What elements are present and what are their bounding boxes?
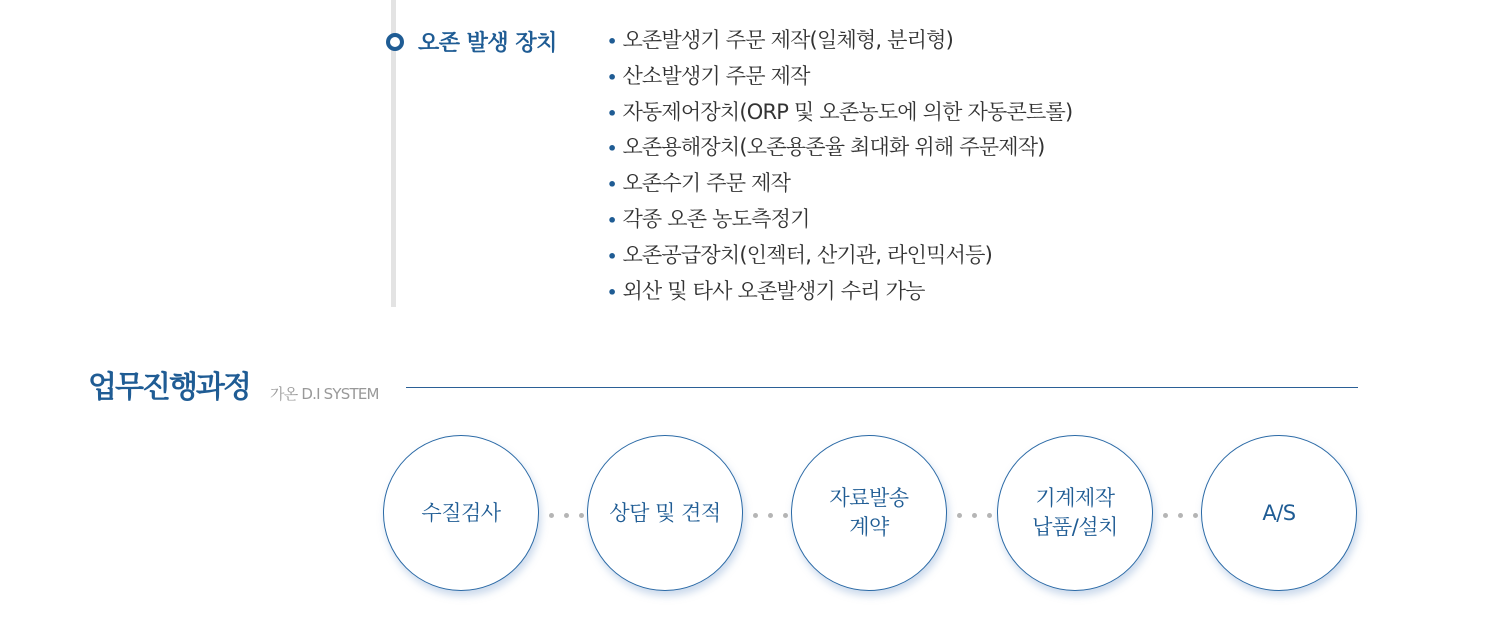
bullet-dot-icon: • (607, 210, 617, 230)
list-item (607, 166, 1072, 202)
process-step-water-test: 수질검사 (383, 435, 539, 591)
list-item (607, 202, 1072, 238)
feature-list (607, 23, 1072, 309)
bullet-dot-icon: • (607, 103, 617, 123)
list-item (607, 274, 1072, 310)
list-item-text: 산소발생기 주문 제작 (622, 63, 810, 88)
list-item-text: 각종 오존 농도측정기 (622, 206, 810, 231)
list-item-text: 오존용해장치(오존용존율 최대화 위해 주문제작) (622, 135, 1045, 160)
step-connector-dots (547, 513, 587, 518)
process-step-manufacturing: 기계제작 납품/설치 (997, 435, 1153, 591)
list-item-text: 오존발생기 주문 제작(일체형, 분리형) (622, 28, 954, 52)
list-item (607, 59, 1072, 95)
list-item-text: 외산 및 타사 오존발생기 수리 가능 (622, 278, 925, 303)
process-step-contract: 자료발송 계약 (791, 435, 947, 591)
list-item (607, 95, 1072, 131)
list-item-text: 자동제어장치(ORP 및 오존농도에 의한 자동콘트롤) (622, 99, 1073, 124)
process-divider (406, 387, 1358, 388)
step-connector-dots (955, 513, 995, 518)
list-item (607, 130, 1072, 166)
bullet-dot-icon: • (607, 67, 617, 87)
bullet-dot-icon: • (607, 139, 617, 159)
section-title: 오존 발생 장치 (418, 31, 557, 56)
step-connector-dots (1161, 513, 1201, 518)
bullet-dot-icon: • (607, 32, 617, 51)
list-item (607, 238, 1072, 274)
circle-bullet-icon (386, 33, 404, 51)
list-item-text: 오존수기 주문 제작 (622, 171, 791, 196)
process-title: 업무진행과정 (88, 370, 250, 405)
list-item-text: 오존공급장치(인젝터, 산기관, 라인믹서등) (622, 242, 992, 267)
bullet-dot-icon: • (607, 246, 617, 266)
step-connector-dots (751, 513, 791, 518)
process-subtitle: 가온 D.I SYSTEM (270, 385, 379, 403)
bullet-dot-icon: • (607, 282, 617, 302)
process-step-after-service: A/S (1201, 435, 1357, 591)
bullet-dot-icon: • (607, 175, 617, 195)
process-step-consultation: 상담 및 견적 (587, 435, 743, 591)
list-item (607, 23, 1072, 59)
